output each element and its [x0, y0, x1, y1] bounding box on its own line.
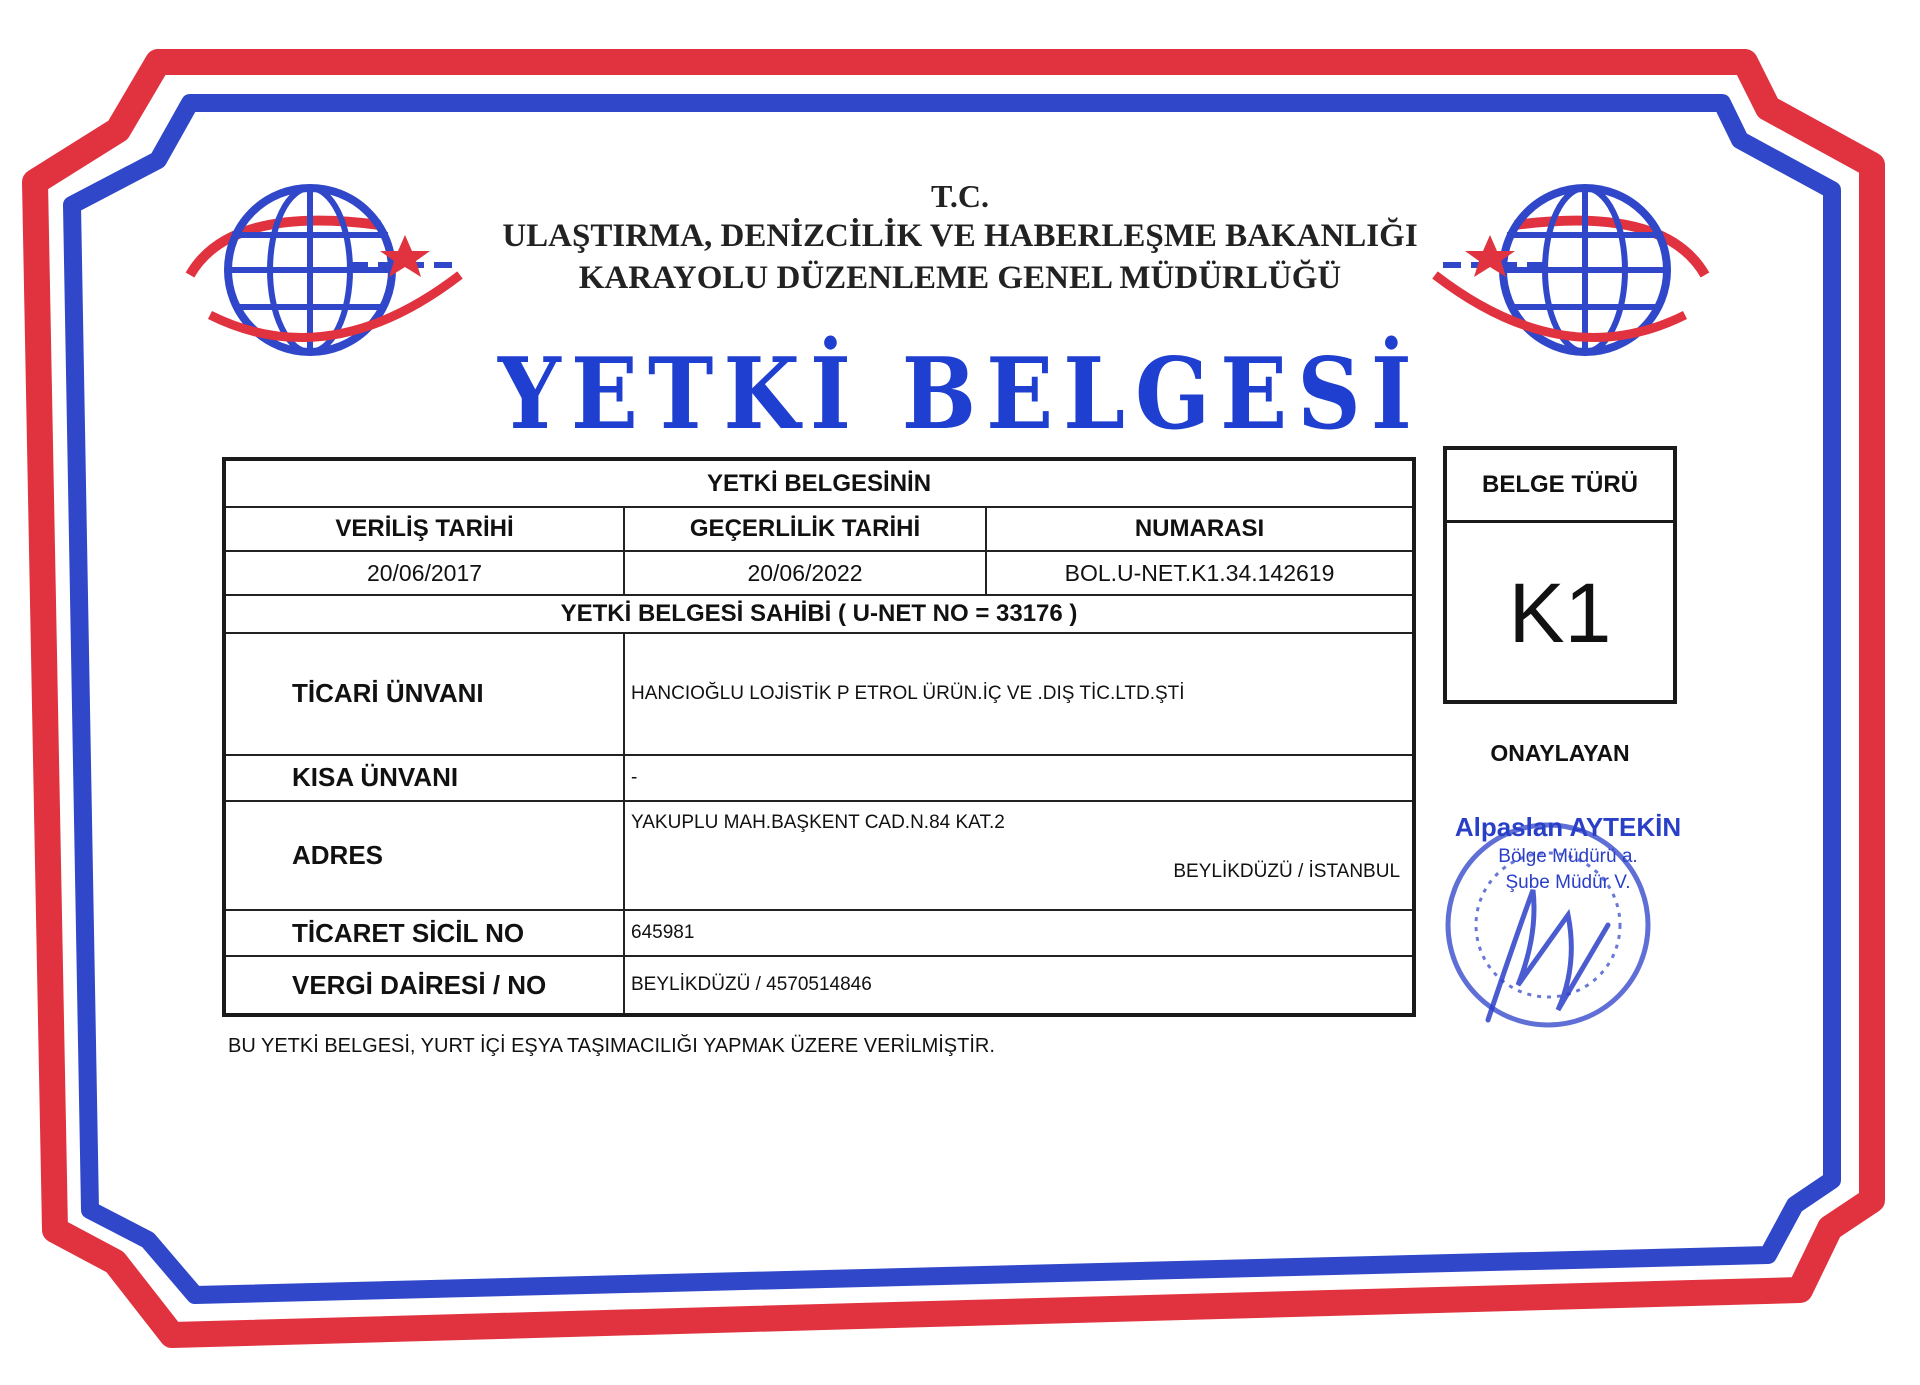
trade-registry-value: 645981 — [624, 910, 1414, 956]
certificate-info-table — [222, 457, 1416, 1017]
short-name-label: KISA ÜNVANI — [224, 755, 624, 801]
approver-label: ONAYLAYAN — [1490, 740, 1630, 766]
table-row — [224, 507, 1414, 551]
trade-name-label: TİCARİ ÜNVANI — [224, 633, 624, 755]
column-header-validity-date: GEÇERLİLİK TARİHİ — [624, 507, 986, 551]
trade-name-value: HANCIOĞLU LOJİSTİK P ETROL ÜRÜN.İÇ VE .DIŞ TİC.LTD.ŞTİ — [624, 633, 1414, 755]
certificate-type-value: K1 — [1508, 565, 1612, 660]
trade-registry-label: TİCARET SİCİL NO — [224, 910, 624, 956]
table-row — [224, 801, 1414, 910]
address-label: ADRES — [224, 801, 624, 910]
validity-date-value: 20/06/2022 — [624, 551, 986, 595]
table-row — [224, 755, 1414, 801]
address-line-2: BEYLİKDÜZÜ / İSTANBUL — [1173, 861, 1401, 883]
table-row — [224, 459, 1414, 507]
approver-title-line-1: Bölge Müdürü a. — [1498, 846, 1638, 867]
issue-date-value: 20/06/2017 — [224, 551, 624, 595]
footer-note: BU YETKİ BELGESİ, YURT İÇİ EŞYA TAŞIMACILIĞI YAPMAK ÜZERE VERİLMİŞTİR. — [228, 1035, 995, 1057]
section-title-holder: YETKİ BELGESİ SAHİBİ ( U-NET NO = 33176 ) — [224, 595, 1414, 633]
document-title: YETKİ BELGESİ — [498, 335, 1422, 452]
certificate-type-label: BELGE TÜRÜ — [1447, 450, 1673, 523]
column-header-issue-date: VERİLİŞ TARİHİ — [224, 507, 624, 551]
section-title-certificate: YETKİ BELGESİNİN — [224, 459, 1414, 507]
tax-office-value: BEYLİKDÜZÜ / 4570514846 — [624, 956, 1414, 1015]
certificate-type-box — [1443, 446, 1677, 704]
table-row — [224, 910, 1414, 956]
table-row — [224, 956, 1414, 1015]
signature — [1488, 890, 1608, 1020]
ministry-heading: ULAŞTIRMA, DENİZCİLİK VE HABERLEŞME BAKANLIĞI — [502, 218, 1418, 254]
table-row — [224, 595, 1414, 633]
column-header-number: NUMARASI — [986, 507, 1414, 551]
directorate-heading: KARAYOLU DÜZENLEME GENEL MÜDÜRLÜĞÜ — [578, 260, 1342, 296]
approver-title-line-2: Şube Müdür V. — [1505, 872, 1631, 893]
address-value — [624, 801, 1414, 910]
table-row — [224, 551, 1414, 595]
table-row — [224, 633, 1414, 755]
country-heading: T.C. — [930, 178, 990, 214]
certificate-number-value: BOL.U-NET.K1.34.142619 — [986, 551, 1414, 595]
approver-name: Alpaslan AYTEKİN — [1454, 812, 1682, 842]
address-line-1: YAKUPLU MAH.BAŞKENT CAD.N.84 KAT.2 — [631, 811, 1005, 833]
tax-office-label: VERGİ DAİRESİ / NO — [224, 956, 624, 1015]
short-name-value: - — [624, 755, 1414, 801]
